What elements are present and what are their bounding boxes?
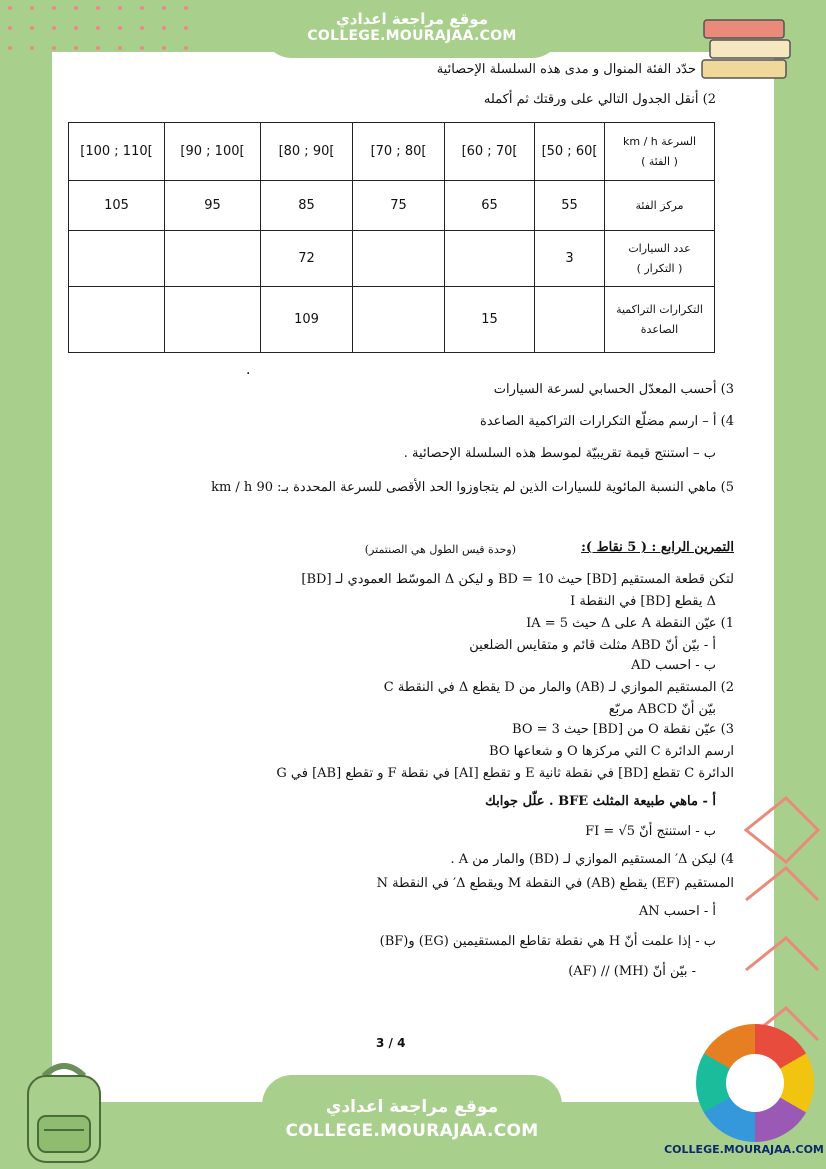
center-cell: 75 [353, 181, 445, 231]
ex4-part-1: 1) عيّن النقطة A على Δ حيث IA = 5 [526, 616, 734, 631]
table-row-cumulative [69, 287, 715, 353]
ex4-part-3e: ب - استنتج أنّ FI = √5 [585, 824, 716, 839]
table-row-counts [69, 231, 715, 287]
ex4-part-2b: بيّن أنّ ABCD مربّع [608, 702, 716, 717]
decorative-dot [162, 26, 166, 30]
row-label-counts [605, 231, 715, 287]
header-speed-sub: ( الفئة ) [641, 154, 678, 168]
decorative-dot [96, 6, 100, 10]
decorative-dot [30, 6, 34, 10]
class-cell: [50 ; 60[ [535, 123, 605, 181]
center-cell: 65 [445, 181, 535, 231]
ex4-part-3b: ارسم الدائرة C التي مركزها O و شعاعها BO [489, 744, 734, 759]
question-2: 2) أنقل الجدول التالي على ورقتك ثم أكمله [483, 92, 716, 107]
decorative-dot [184, 46, 188, 50]
cumulative-cell: 15 [445, 287, 535, 353]
backpack-icon [14, 1056, 114, 1166]
row-label-cumulative-2: الصاعدة [640, 322, 679, 336]
decorative-dot [74, 46, 78, 50]
chevron-up-icon [736, 790, 820, 1050]
decorative-dot [74, 26, 78, 30]
decorative-dot [184, 26, 188, 30]
ex4-intro-2: Δ يقطع [BD] في النقطة I [570, 594, 716, 609]
class-cell: [70 ; 80[ [353, 123, 445, 181]
exercise-4-title: التمرين الرابع : ( 5 نقاط ): [581, 540, 734, 555]
decorative-dot [140, 6, 144, 10]
question-4b: ب – استنتج قيمة تقريبيّة لموسط هذه السلسلة الإحصائية . [403, 446, 716, 461]
page-number: 3 / 4 [376, 1036, 406, 1050]
decorative-dot [162, 46, 166, 50]
center-cell: 105 [69, 181, 165, 231]
decorative-dots [0, 0, 200, 60]
question-mode-line: حدّد الفئة المنوال و مدى هذه السلسلة الإحصائية [436, 62, 696, 77]
decorative-dot [52, 46, 56, 50]
ex4-part-4b: المستقيم (EF) يقطع (AB) في النقطة M ويقطع Δ′ في النقطة N [376, 876, 734, 891]
decorative-dot [140, 26, 144, 30]
header-speed [605, 123, 715, 181]
frequency-table [68, 122, 715, 353]
decorative-dot [96, 46, 100, 50]
cumulative-cell [69, 287, 165, 353]
count-cell [445, 231, 535, 287]
center-cell: 95 [165, 181, 261, 231]
class-cell: [90 ; 100[ [165, 123, 261, 181]
ex4-part-4: 4) ليكن Δ′ المستقيم الموازي لـ (BD) والمار من A . [450, 852, 734, 867]
table-row-classes [69, 123, 715, 181]
ex4-part-4c: أ - احسب AN [638, 904, 716, 919]
cumulative-cell [353, 287, 445, 353]
question-4a: 4) أ – ارسم مضلّع التكرارات التراكمية الصاعدة [480, 414, 734, 429]
cumulative-cell [535, 287, 605, 353]
site-url-bottom[interactable]: COLLEGE.MOURAJAA.COM [285, 1121, 539, 1141]
site-logo-icon[interactable] [696, 1024, 814, 1142]
decorative-dot [118, 26, 122, 30]
row-label-centers: مركز الفئة [605, 181, 715, 231]
cumulative-cell: 109 [261, 287, 353, 353]
header-speed-label: السرعة km / h [622, 134, 696, 148]
ex4-part-3d: أ - ماهي طبيعة المثلث BFE . علّل جوابك [485, 794, 716, 809]
row-label-counts-2: ( التكرار ) [636, 261, 683, 275]
ex4-part-2: 2) المستقيم الموازي لـ (AB) والمار من D يقطع Δ في النقطة C [383, 680, 734, 695]
site-banner-bottom[interactable] [262, 1075, 562, 1169]
decorative-dot [30, 46, 34, 50]
center-cell: 55 [535, 181, 605, 231]
decorative-dot [8, 26, 12, 30]
decorative-dot [74, 6, 78, 10]
decorative-dot [52, 6, 56, 10]
count-cell: 72 [261, 231, 353, 287]
ex4-part-1b: ب - احسب AD [631, 658, 716, 673]
center-cell: 85 [261, 181, 353, 231]
count-cell [165, 231, 261, 287]
site-name-bottom: موقع مراجعة اعدادي [325, 1097, 499, 1117]
class-cell: [100 ; 110[ [69, 123, 165, 181]
logo-url[interactable]: COLLEGE.MOURAJAA.COM [664, 1143, 824, 1156]
count-cell [353, 231, 445, 287]
site-name: موقع مراجعة اعدادي [336, 10, 488, 28]
table-row-centers [69, 181, 715, 231]
ex4-part-3c: الدائرة C تقطع [BD] في نقطة ثانية E و تقطع [AI] في نقطة F و تقطع [AB] في G [276, 766, 734, 781]
decorative-dot [118, 46, 122, 50]
ex4-part-4d: ب - إذا علمت أنّ H هي نقطة تقاطع المستقيمين (EG) و(BF) [379, 934, 716, 949]
count-cell: 3 [535, 231, 605, 287]
row-label-cumulative-1: التكرارات التراكمية [616, 302, 703, 316]
logo-center [726, 1054, 784, 1112]
ex4-intro-1: لتكن قطعة المستقيم [BD] حيث BD = 10 و ليكن Δ الموسّط العمودي لـ [BD] [301, 572, 734, 587]
decorative-dot [118, 6, 122, 10]
stray-dot: . [246, 362, 251, 378]
decorative-dot [96, 26, 100, 30]
ex4-part-1a: أ - بيّن أنّ ABD مثلث قائم و متقايس الضلعين [469, 638, 716, 653]
cumulative-cell [165, 287, 261, 353]
decorative-dot [8, 6, 12, 10]
site-url[interactable]: COLLEGE.MOURAJAA.COM [307, 28, 517, 44]
decorative-dot [52, 26, 56, 30]
row-label-cumulative [605, 287, 715, 353]
books-icon [700, 12, 800, 82]
site-banner-top[interactable] [262, 0, 562, 58]
class-cell: [80 ; 90[ [261, 123, 353, 181]
row-label-counts-1: عدد السيارات [628, 241, 691, 255]
decorative-dot [184, 6, 188, 10]
decorative-dot [162, 6, 166, 10]
decorative-dot [30, 26, 34, 30]
ex4-part-4e: - بيّن أنّ (MH) // (AF) [568, 964, 696, 979]
question-3: 3) أحسب المعدّل الحسابي لسرعة السيارات [493, 382, 734, 397]
class-cell: [60 ; 70[ [445, 123, 535, 181]
exercise-4-unit-note: (وحدة قيس الطول هي الصنتمتر) [364, 543, 516, 556]
ex4-part-3: 3) عيّن نقطة O من [BD] حيث BO = 3 [512, 722, 734, 737]
question-5: 5) ماهي النسبة المائوية للسيارات الذين لم يتجاوزوا الحد الأقصى للسرعة المحددة بـ: 90 km / h [211, 480, 734, 495]
decorative-dot [8, 46, 12, 50]
count-cell [69, 231, 165, 287]
decorative-dot [140, 46, 144, 50]
